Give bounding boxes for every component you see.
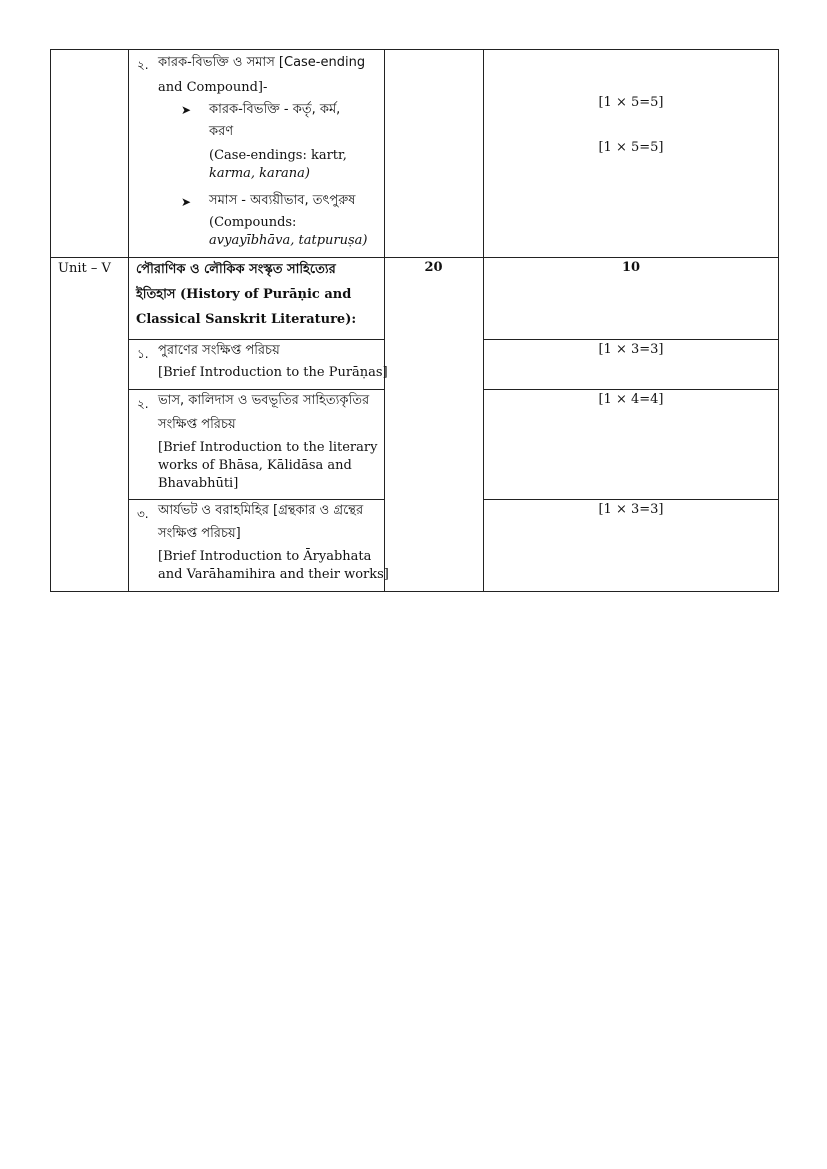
item2-line3: [Brief Introduction to the literary <box>158 440 378 455</box>
unit5-title-line2: ইতিহাস (History of Purāṇic and <box>136 287 352 302</box>
unit5-marks: 10 <box>621 260 641 275</box>
row-divider-sub2-marks <box>483 389 779 390</box>
row-divider-unit5 <box>50 257 779 258</box>
unit5-hours: 20 <box>424 260 443 275</box>
bullet1-line3: (Case-endings: kartr, <box>209 148 347 163</box>
row-divider-sub2 <box>128 389 384 390</box>
section2-title-line2: and Compound]- <box>158 80 268 95</box>
section2-number: ২. <box>137 58 149 72</box>
bullet1-line4: karma, karana) <box>209 166 310 181</box>
syllabus-table <box>50 49 779 592</box>
item1-number: ১. <box>137 347 149 361</box>
column-divider-1 <box>128 49 129 592</box>
bullet2-line2: (Compounds: <box>209 215 297 230</box>
bullet1-line2: করণ <box>209 124 234 139</box>
item3-line1: আর্যভট ও বরাহমিহির [গ্রন্থকার ও গ্রন্থের <box>158 503 364 518</box>
arrow-bullet-icon: ➤ <box>181 103 192 117</box>
unit5-title-line1: পৌরাণিক ও লৌকিক সংস্কৃত সাহিত্যের <box>136 262 336 277</box>
bullet1-line1: কারক-বিভক্তি - কর্তৃ, কর্ম, <box>209 102 341 117</box>
item3-number: ৩. <box>137 507 149 521</box>
item3-line3: [Brief Introduction to Āryabhata <box>158 549 372 564</box>
item2-number: ২. <box>137 397 149 411</box>
row-divider-sub3 <box>128 499 384 500</box>
table-border-top <box>50 49 779 50</box>
row-divider-sub1-marks <box>483 339 779 340</box>
item1-line2: [Brief Introduction to the Purāṇas] <box>158 365 388 380</box>
item3-marks: [1 × 3=3] <box>598 502 664 517</box>
arrow-bullet-icon: ➤ <box>181 195 192 209</box>
table-border-bottom <box>50 591 779 592</box>
unit5-title-line3: Classical Sanskrit Literature): <box>136 312 357 327</box>
row-divider-sub1 <box>128 339 384 340</box>
item3-line2: সংক্ষিপ্ত পরিচয়] <box>158 526 241 541</box>
item1-marks: [1 × 3=3] <box>598 342 664 357</box>
item2-marks: [1 × 4=4] <box>598 392 664 407</box>
column-divider-2 <box>384 49 385 592</box>
item2-line5: Bhavabhūti] <box>158 476 239 491</box>
item1-line1: পুরাণের সংক্ষিপ্ত পরিচয় <box>158 343 280 358</box>
item2-line1: ভাস, কালিদাস ও ভবভূতির সাহিত্যকৃতির <box>158 393 370 408</box>
bullet2-line3: avyayībhāva, tatpuruṣa) <box>209 233 368 248</box>
section2-marks-2: [1 × 5=5] <box>598 140 664 155</box>
unit-label: Unit – V <box>58 261 111 276</box>
table-border-left <box>50 49 51 592</box>
section2-title-line1: কারক-বিভক্তি ও সমাস [Case-ending <box>158 55 366 70</box>
item2-line2: সংক্ষিপ্ত পরিচয় <box>158 417 236 432</box>
section2-marks-1: [1 × 5=5] <box>598 95 664 110</box>
item3-line4: and Varāhamihira and their works] <box>158 567 389 582</box>
bullet2-line1: সমাস - অব্যয়ীভাব, তৎপুরুষ <box>209 193 356 208</box>
item2-line4: works of Bhāsa, Kālidāsa and <box>158 458 352 473</box>
row-divider-sub3-marks <box>483 499 779 500</box>
